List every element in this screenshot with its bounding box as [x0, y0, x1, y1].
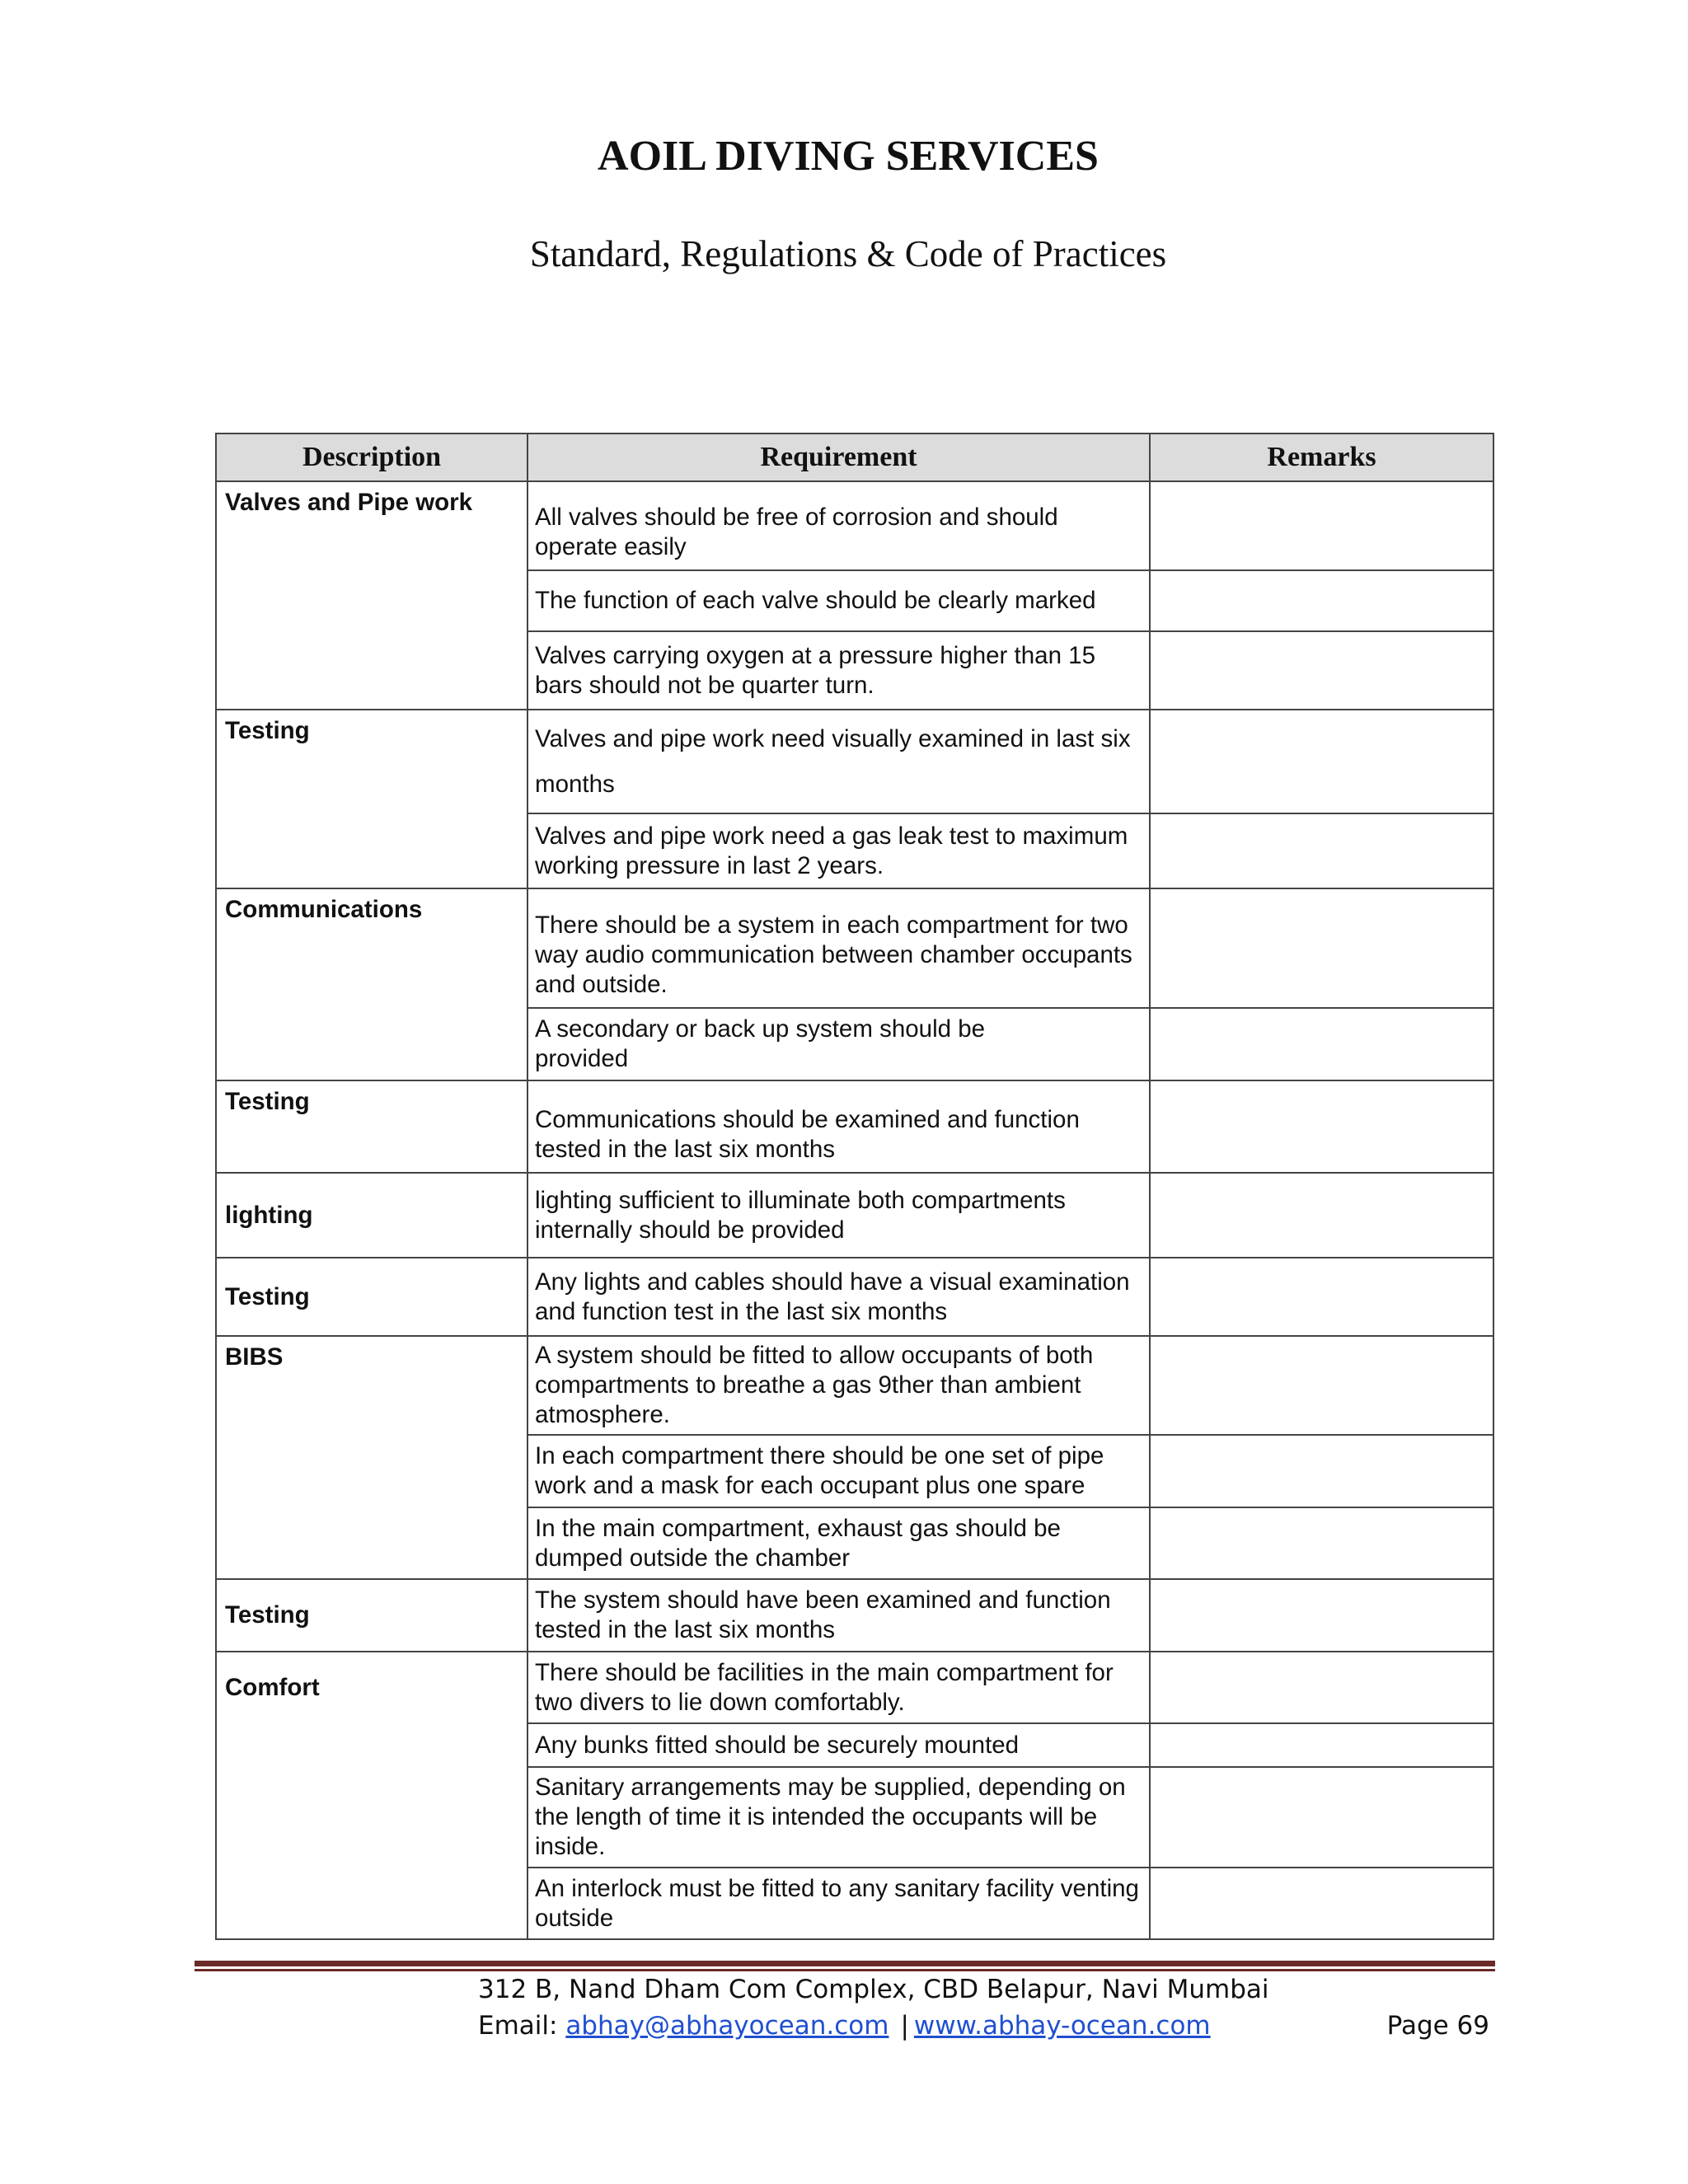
remarks-cell	[1150, 710, 1493, 813]
requirement-cell: Any lights and cables should have a visual examination and function test in the last six months	[528, 1258, 1150, 1336]
remarks-cell	[1150, 813, 1493, 888]
remarks-cell	[1150, 481, 1493, 570]
description-cell: Comfort	[216, 1652, 528, 1939]
description-cell: Communications	[216, 888, 528, 1080]
remarks-cell	[1150, 1173, 1493, 1258]
description-cell: Testing	[216, 1579, 528, 1652]
remarks-cell	[1150, 1507, 1493, 1579]
remarks-cell	[1150, 1652, 1493, 1723]
remarks-cell	[1150, 1258, 1493, 1336]
footer-contact	[478, 2011, 1211, 2041]
website-link[interactable]: www.abhay-ocean.com	[913, 2011, 1211, 2041]
footer-divider-thin	[195, 1969, 1495, 1971]
requirement-cell: A secondary or back up system should be provided	[528, 1008, 1150, 1080]
remarks-cell	[1150, 1336, 1493, 1435]
table-row	[216, 1080, 1493, 1173]
requirement-cell: Sanitary arrangements may be supplied, depending on the length of time it is intended the occupants will be inside.	[528, 1767, 1150, 1868]
table-row	[216, 1579, 1493, 1652]
requirement-cell: Communications should be examined and function tested in the last six months	[528, 1080, 1150, 1173]
table-row	[216, 1173, 1493, 1258]
remarks-cell	[1150, 1080, 1493, 1173]
footer-address: 312 B, Nand Dham Com Complex, CBD Belapur, Navi Mumbai	[478, 1975, 1269, 2004]
description-cell: Testing	[216, 710, 528, 888]
remarks-cell	[1150, 1767, 1493, 1868]
email-link[interactable]: abhay@abhayocean.com	[565, 2011, 889, 2041]
remarks-cell	[1150, 1868, 1493, 1939]
description-cell: Testing	[216, 1258, 528, 1336]
description-cell: BIBS	[216, 1336, 528, 1579]
remarks-cell	[1150, 570, 1493, 631]
requirement-cell: A system should be fitted to allow occupants of both compartments to breathe a gas 9ther than ambient atmosphere.	[528, 1336, 1150, 1435]
description-header: Description	[216, 434, 528, 481]
requirement-cell: lighting sufficient to illuminate both compartments internally should be provided	[528, 1173, 1150, 1258]
description-cell: Valves and Pipe work	[216, 481, 528, 710]
table-row	[216, 1258, 1493, 1336]
requirement-header: Requirement	[528, 434, 1150, 481]
remarks-cell	[1150, 1579, 1493, 1652]
requirement-cell: Valves carrying oxygen at a pressure higher than 15 bars should not be quarter turn.	[528, 631, 1150, 710]
table-row	[216, 1336, 1493, 1435]
requirement-cell: Valves and pipe work need visually examined in last six months	[528, 710, 1150, 813]
contact-separator: |	[900, 2011, 909, 2041]
description-cell: lighting	[216, 1173, 528, 1258]
description-cell: Testing	[216, 1080, 528, 1173]
page-number: Page 69	[1386, 2011, 1489, 2041]
remarks-cell	[1150, 1008, 1493, 1080]
requirement-cell: In the main compartment, exhaust gas should be dumped outside the chamber	[528, 1507, 1150, 1579]
requirement-cell: All valves should be free of corrosion and should operate easily	[528, 481, 1150, 570]
requirement-cell: There should be facilities in the main compartment for two divers to lie down comfortably.	[528, 1652, 1150, 1723]
remarks-header: Remarks	[1150, 434, 1493, 481]
document-title: AOIL DIVING SERVICES	[598, 133, 1099, 180]
requirement-cell: The function of each valve should be clearly marked	[528, 570, 1150, 631]
remarks-cell	[1150, 1723, 1493, 1767]
requirement-cell: An interlock must be fitted to any sanitary facility venting outside	[528, 1868, 1150, 1939]
table-row	[216, 481, 1493, 570]
requirements-table	[215, 433, 1494, 1940]
table-row	[216, 888, 1493, 1008]
requirement-cell: There should be a system in each compartment for two way audio communication between chamber occupants and outside.	[528, 888, 1150, 1008]
requirement-cell: Any bunks fitted should be securely mounted	[528, 1723, 1150, 1767]
footer-divider	[195, 1961, 1495, 1966]
remarks-cell	[1150, 888, 1493, 1008]
table-header-row	[216, 434, 1493, 481]
email-label: Email:	[478, 2011, 558, 2041]
document-subtitle: Standard, Regulations & Code of Practices	[529, 233, 1167, 274]
table-row	[216, 710, 1493, 813]
remarks-cell	[1150, 631, 1493, 710]
requirement-cell: The system should have been examined and function tested in the last six months	[528, 1579, 1150, 1652]
table-row	[216, 1652, 1493, 1723]
remarks-cell	[1150, 1435, 1493, 1507]
requirement-cell: Valves and pipe work need a gas leak test to maximum working pressure in last 2 years.	[528, 813, 1150, 888]
requirement-cell: In each compartment there should be one set of pipe work and a mask for each occupant plus one spare	[528, 1435, 1150, 1507]
